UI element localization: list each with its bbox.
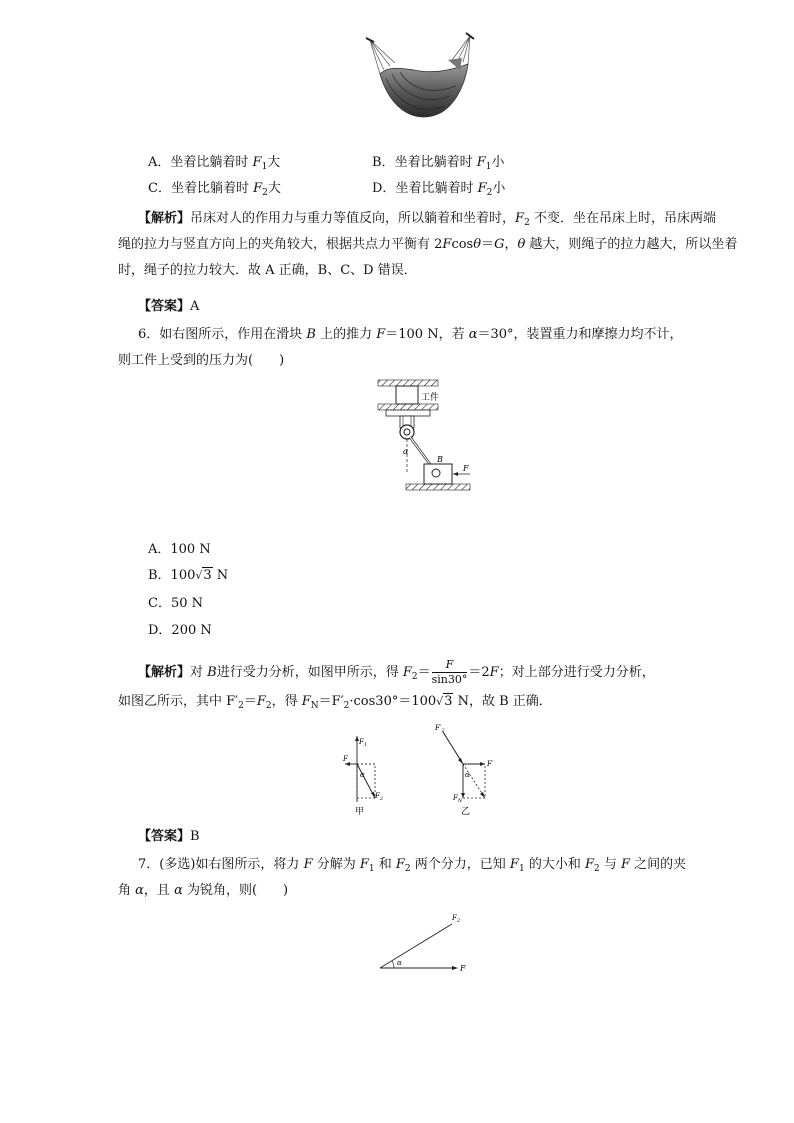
q6-stem-line-1: 6．如右图所示，作用在滑块 B 上的推力 F＝100 N，若 α＝30°，装置重力和摩擦力均不计， <box>138 327 683 342</box>
q6-analysis-line-2: 如图乙所示，其中 $F'_2=F_2$，得 $F_N=F'_2\cdot\cos 30^\circ=100√3$ N，故 B 正确． <box>118 694 552 711</box>
q7-figure-label-f: F <box>460 964 466 973</box>
q5-option-a: A．坐着比躺着时 $F_1$大 <box>148 155 281 172</box>
q5-option-c: C．坐着比躺着时 $F_2$大 <box>148 181 281 198</box>
q7-stem-line-2: 角 α，且 α 为锐角，则( ) <box>118 883 289 898</box>
q6-option-c: C．50 N <box>148 596 203 611</box>
q7-figure-label-alpha: α <box>397 959 402 967</box>
diagram-right-label-fn: $F_N$ <box>453 794 463 804</box>
diagram-caption-left: 甲 <box>355 807 365 817</box>
q5-analysis-line-3: 时，绳子的拉力较大．故 A 正确，B、C、D 错误． <box>118 263 417 278</box>
diagram-left-label-f: F <box>343 755 348 763</box>
diagram-left-label-f2: $F_2$ <box>375 792 384 802</box>
diagram-left-label-f1: $F_1$ <box>359 738 368 748</box>
q6-stem-line-2: 则工件上受到的压力为( ) <box>118 353 285 368</box>
q6-option-a: A．100 N <box>148 542 211 557</box>
q7-force-figure <box>376 910 476 976</box>
q6-fraction: $\frac{F}{\sin 30^\circ}$ <box>431 658 468 686</box>
diagram-right-label-f2p: $F'_2$ <box>435 724 445 734</box>
hammock-image <box>362 30 492 130</box>
q6-figure-label-alpha: α <box>403 447 409 456</box>
q6-figure-label-f: F <box>463 464 469 473</box>
q6-answer: 【答案】B <box>138 829 200 844</box>
diagram-left-label-alpha: α <box>360 771 365 779</box>
q6-figure-label-b: B <box>437 455 443 464</box>
q5-analysis-line-1: 【解析】吊床对人的作用力与重力等值反向，所以躺着和坐着时，$F_2$ 不变．坐在吊床上时，吊床两端 <box>138 211 716 228</box>
q6-option-b: B．100√3 N <box>148 568 229 583</box>
q5-option-d: D．坐着比躺着时 $F_2$小 <box>372 181 506 198</box>
q5-option-b: B．坐着比躺着时 $F_1$小 <box>372 155 505 172</box>
q6-figure-label-workpiece: 工件 <box>421 393 440 403</box>
q5-analysis-line-2: 绳的拉力与竖直方向上的夹角较大，根据共点力平衡有 2Fcosθ＝G，θ 越大，则绳子的拉力越大，所以坐着 <box>118 237 738 252</box>
diagram-caption-right: 乙 <box>461 807 471 817</box>
q6-force-diagrams <box>345 720 505 818</box>
q7-stem-line-1: 7．(多选)如右图所示，将力 F 分解为 $F_1$ 和 $F_2$ 两个分力，已知 $F_1$ 的大小和 $F_2$ 与 F 之间的夹 <box>138 857 687 874</box>
q5-answer: 【答案】A <box>138 299 200 314</box>
q6-option-d: D．200 N <box>148 623 212 638</box>
q7-figure-label-f2: $F_2$ <box>452 914 461 924</box>
q6-mechanism-figure <box>370 376 480 496</box>
q6-analysis-line-1: 【解析】对 B进行受力分析，如图甲所示，得 $F_2=$ $\frac{F}{\sin 30^\circ}$ ＝2F；对上部分进行受力分析， <box>138 658 655 686</box>
diagram-right-label-alpha: α <box>465 771 470 779</box>
diagram-right-label-fp: F′ <box>487 760 494 768</box>
